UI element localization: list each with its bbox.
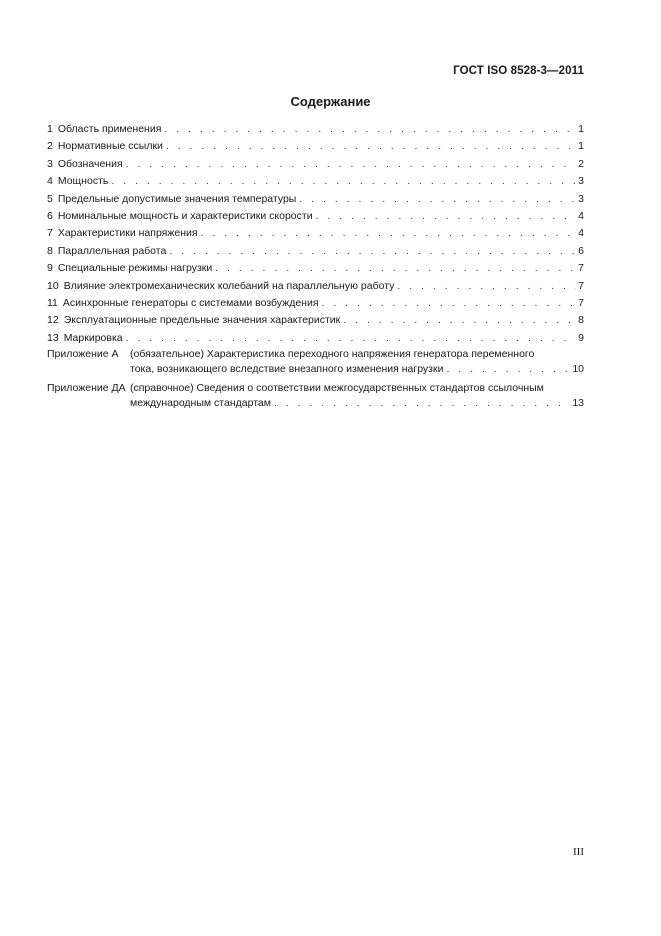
toc-entry-page: 7 bbox=[578, 296, 584, 309]
leader-dots bbox=[343, 312, 576, 329]
toc-entry[interactable] bbox=[47, 330, 584, 347]
leader-dots bbox=[215, 260, 576, 277]
toc-entry-page: 6 bbox=[578, 244, 584, 257]
appendix-title-line1: (обязательное) Характеристика переходного напряжения генератора переменного bbox=[130, 348, 535, 361]
toc-entry-label: Параллельная работа bbox=[57, 244, 167, 257]
appendix-page: 13 bbox=[572, 397, 584, 410]
toc-entry-number: 1 bbox=[47, 123, 53, 135]
leader-dots bbox=[166, 138, 576, 155]
appendix-title-line2: международным стандартам bbox=[130, 397, 271, 410]
toc-entry[interactable] bbox=[47, 191, 584, 208]
toc-entry-number: 9 bbox=[47, 262, 53, 275]
leader-dots bbox=[201, 225, 576, 242]
toc-entry[interactable] bbox=[47, 295, 584, 312]
toc-entry-number: 12 bbox=[47, 314, 59, 327]
toc-entry-page: 4 bbox=[578, 227, 584, 240]
appendix-a[interactable] bbox=[47, 347, 584, 377]
toc-entry-page: 3 bbox=[578, 175, 584, 188]
toc-entry-number: 3 bbox=[47, 157, 53, 170]
toc-entry-page: 4 bbox=[578, 209, 584, 222]
toc-entry-page: 7 bbox=[578, 262, 584, 275]
toc-entry-number: 11 bbox=[47, 296, 58, 309]
toc-entry-label: Область применения bbox=[57, 123, 162, 135]
toc-entry-number: 4 bbox=[47, 175, 53, 188]
document-id: ГОСТ ISO 8528-3—2011 bbox=[453, 65, 584, 77]
toc-entry[interactable] bbox=[47, 243, 584, 260]
appendix-label: Приложение ДА bbox=[47, 382, 126, 395]
toc-entry-label: Нормативные ссылки bbox=[57, 140, 163, 153]
toc-entry-page: 3 bbox=[578, 192, 584, 205]
leader-dots bbox=[111, 173, 576, 190]
leader-dots bbox=[126, 156, 576, 173]
appendix-list bbox=[47, 347, 584, 411]
toc-entry-label: Специальные режимы нагрузки bbox=[57, 262, 213, 275]
leader-dots bbox=[126, 330, 576, 347]
toc-entry-label: Характеристики напряжения bbox=[57, 227, 198, 240]
appendix-title-line1: (справочное) Сведения о соответствии межгосударственных стандартов ссылочным bbox=[130, 382, 544, 395]
toc-entry-label: Предельные допустимые значения температуры bbox=[57, 192, 297, 205]
page-number: III bbox=[573, 846, 584, 858]
toc-entry-label: Эксплуатационные предельные значения характеристик bbox=[63, 314, 341, 327]
toc-entry-label: Мощность bbox=[57, 175, 109, 188]
leader-dots bbox=[322, 295, 576, 312]
toc-entry[interactable] bbox=[47, 278, 584, 295]
toc-entry[interactable] bbox=[47, 173, 584, 190]
leader-dots bbox=[397, 278, 576, 295]
toc-entry[interactable] bbox=[47, 225, 584, 242]
leader-dots bbox=[316, 208, 576, 225]
table-of-contents bbox=[47, 121, 584, 415]
toc-entry[interactable] bbox=[47, 260, 584, 277]
leader-dots bbox=[274, 396, 570, 411]
toc-entry-page: 7 bbox=[578, 279, 584, 292]
toc-entry-page: 1 bbox=[578, 140, 584, 153]
toc-entry-label: Маркировка bbox=[63, 331, 123, 344]
toc-entry-number: 7 bbox=[47, 227, 53, 240]
appendix-da[interactable] bbox=[47, 381, 584, 411]
page-title: Содержание bbox=[290, 94, 371, 109]
toc-entry[interactable] bbox=[47, 156, 584, 173]
leader-dots bbox=[164, 121, 576, 138]
toc-entry-label: Обозначения bbox=[57, 157, 123, 170]
appendix-label: Приложение А bbox=[47, 348, 119, 361]
toc-entry-page: 8 bbox=[578, 314, 584, 327]
toc-entry-label: Асинхронные генераторы с системами возбуждения bbox=[62, 296, 319, 309]
toc-entry-label: Влияние электромеханических колебаний на параллельную работу bbox=[63, 279, 395, 292]
toc-entry[interactable] bbox=[47, 121, 584, 138]
leader-dots bbox=[169, 243, 576, 260]
appendix-title-line2: тока, возникающего вследствие внезапного изменения нагрузки bbox=[130, 363, 444, 376]
toc-entry-page: 9 bbox=[578, 331, 584, 344]
toc-entry-number: 6 bbox=[47, 209, 53, 222]
toc-entry-label: Номинальные мощность и характеристики скорости bbox=[57, 209, 313, 222]
toc-entry-number: 8 bbox=[47, 244, 53, 257]
toc-entry[interactable] bbox=[47, 138, 584, 155]
toc-entry-number: 13 bbox=[47, 331, 59, 344]
toc-entry-number: 2 bbox=[47, 140, 53, 153]
toc-entry-number: 5 bbox=[47, 192, 53, 205]
toc-entry[interactable] bbox=[47, 312, 584, 329]
toc-entry[interactable] bbox=[47, 208, 584, 225]
toc-entry-page: 1 bbox=[578, 123, 584, 135]
leader-dots bbox=[299, 191, 576, 208]
toc-entry-number: 10 bbox=[47, 279, 59, 292]
appendix-page: 10 bbox=[572, 363, 584, 376]
toc-entry-page: 2 bbox=[578, 157, 584, 170]
leader-dots bbox=[446, 362, 570, 377]
